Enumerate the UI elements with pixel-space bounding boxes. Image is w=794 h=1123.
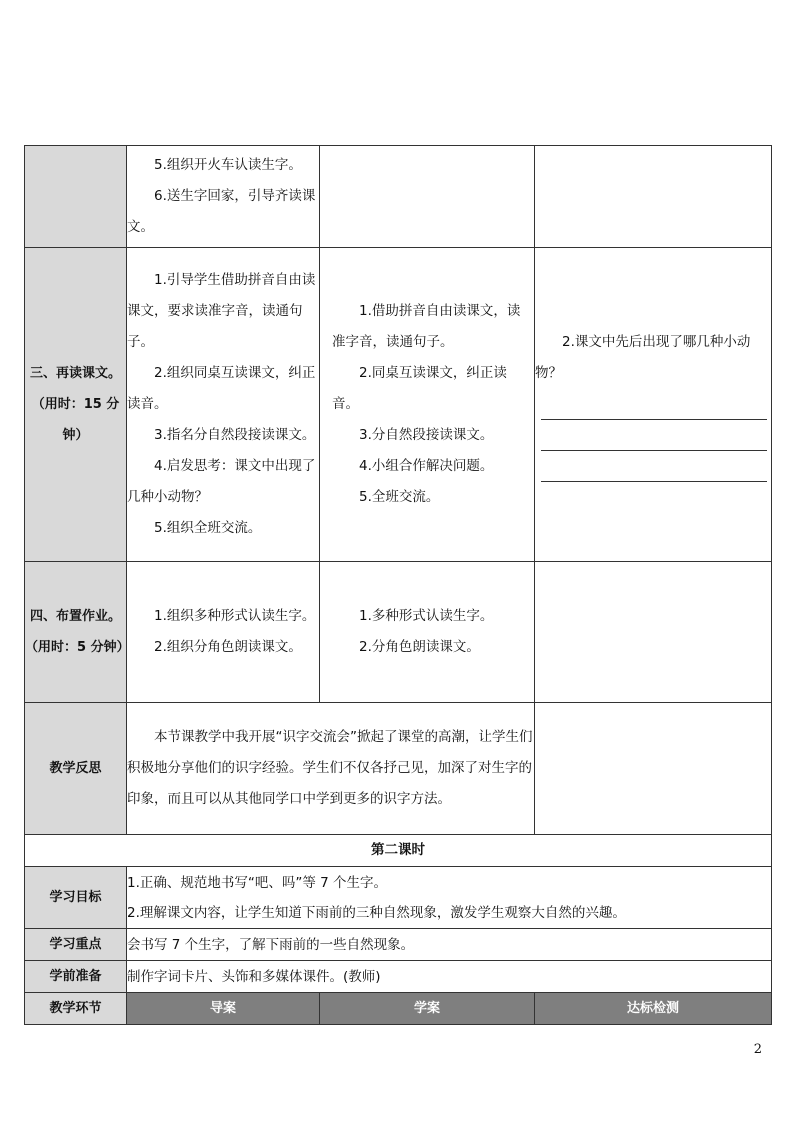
guide-item: 1.组织多种形式认读生字。 [154,608,316,624]
stage-duration: （用时：5 分钟） [25,640,130,655]
goals-cell [127,867,772,929]
guide-item: 6.送生字回家，引导齐读课文。 [127,188,316,235]
row-learning-goals [25,867,772,929]
study-item: 2.同桌互读课文，纠正读音。 [332,365,507,412]
row-second-lesson-title [25,835,772,867]
stage-duration: （用时：15 分钟） [31,397,120,443]
study-item: 2.分角色朗读课文。 [359,639,480,655]
stage-label-reread [25,248,127,562]
answer-line[interactable] [541,389,767,420]
reflection-label: 教学反思 [25,703,127,835]
row-section-headers [25,993,772,1025]
guide-cell [127,562,320,703]
answer-line[interactable] [541,420,767,451]
header-teaching-stage: 教学环节 [25,993,127,1025]
row-homework [25,562,772,703]
guide-item: 3.指名分自然段接读课文。 [154,427,316,443]
prep-label: 学前准备 [25,961,127,993]
guide-item: 2.组织同桌互读课文，纠正读音。 [127,365,316,412]
lesson-plan-table [24,145,772,1025]
study-item: 5.全班交流。 [359,489,440,505]
page-number: 2 [753,1042,762,1057]
row-reflection [25,703,772,835]
study-item: 1.借助拼音自由读课文，读准字音，读通句子。 [332,303,521,350]
goal-item: 1.正确、规范地书写“吧、吗”等 7 个生字。 [127,874,388,891]
focus-label: 学习重点 [25,929,127,961]
check-question: 2.课文中先后出现了哪几种小动物？ [535,334,751,381]
study-item: 1.多种形式认读生字。 [359,608,494,624]
study-item: 3.分自然段接读课文。 [359,427,494,443]
stage-label-homework [25,562,130,703]
stage-label-empty [25,146,127,248]
stage-title: 三、再读课文。 [29,366,121,381]
reflection-text-cell [127,703,535,835]
guide-item: 5.组织全班交流。 [154,520,262,536]
study-item: 4.小组合作解决问题。 [359,458,494,474]
guide-item: 5.组织开火车认读生字。 [154,157,302,173]
row-preparation [25,961,772,993]
row-reread-text [25,248,772,562]
stage-title: 四、布置作业。 [29,609,121,624]
check-cell [535,562,772,703]
study-cell [320,248,535,562]
goal-item: 2.理解课文内容，让学生知道下雨前的三种自然现象，激发学生观察大自然的兴趣。 [127,904,626,921]
guide-item: 1.引导学生借助拼音自由读课文，要求读准字音，读通句子。 [127,272,316,350]
row-read-characters [25,146,772,248]
guide-cell [127,248,320,562]
study-cell [320,562,535,703]
goals-label: 学习目标 [25,867,127,929]
check-cell [535,146,772,248]
focus-text: 会书写 7 个生字，了解下雨前的一些自然现象。 [127,929,772,961]
check-cell [535,248,772,562]
prep-text: 制作字词卡片、头饰和多媒体课件。(教师) [127,961,772,993]
guide-item: 2.组织分角色朗读课文。 [154,639,302,655]
reflection-text: 本节课教学中我开展“识字交流会”掀起了课堂的高潮，让学生们积极地分享他们的识字经验。学生们不仅各抒己见，加深了对生字的印象，而且可以从其他同学口中学到更多的识字方法。 [127,729,533,807]
second-lesson-title: 第二课时 [25,835,772,867]
header-check: 达标检测 [535,993,772,1025]
answer-line[interactable] [541,451,767,482]
header-guide: 导案 [127,993,320,1025]
study-cell [320,146,535,248]
guide-item: 4.启发思考：课文中出现了几种小动物？ [127,458,316,505]
row-learning-focus [25,929,772,961]
header-study: 学案 [320,993,535,1025]
guide-cell [127,146,320,248]
reflection-empty-cell [535,703,772,835]
